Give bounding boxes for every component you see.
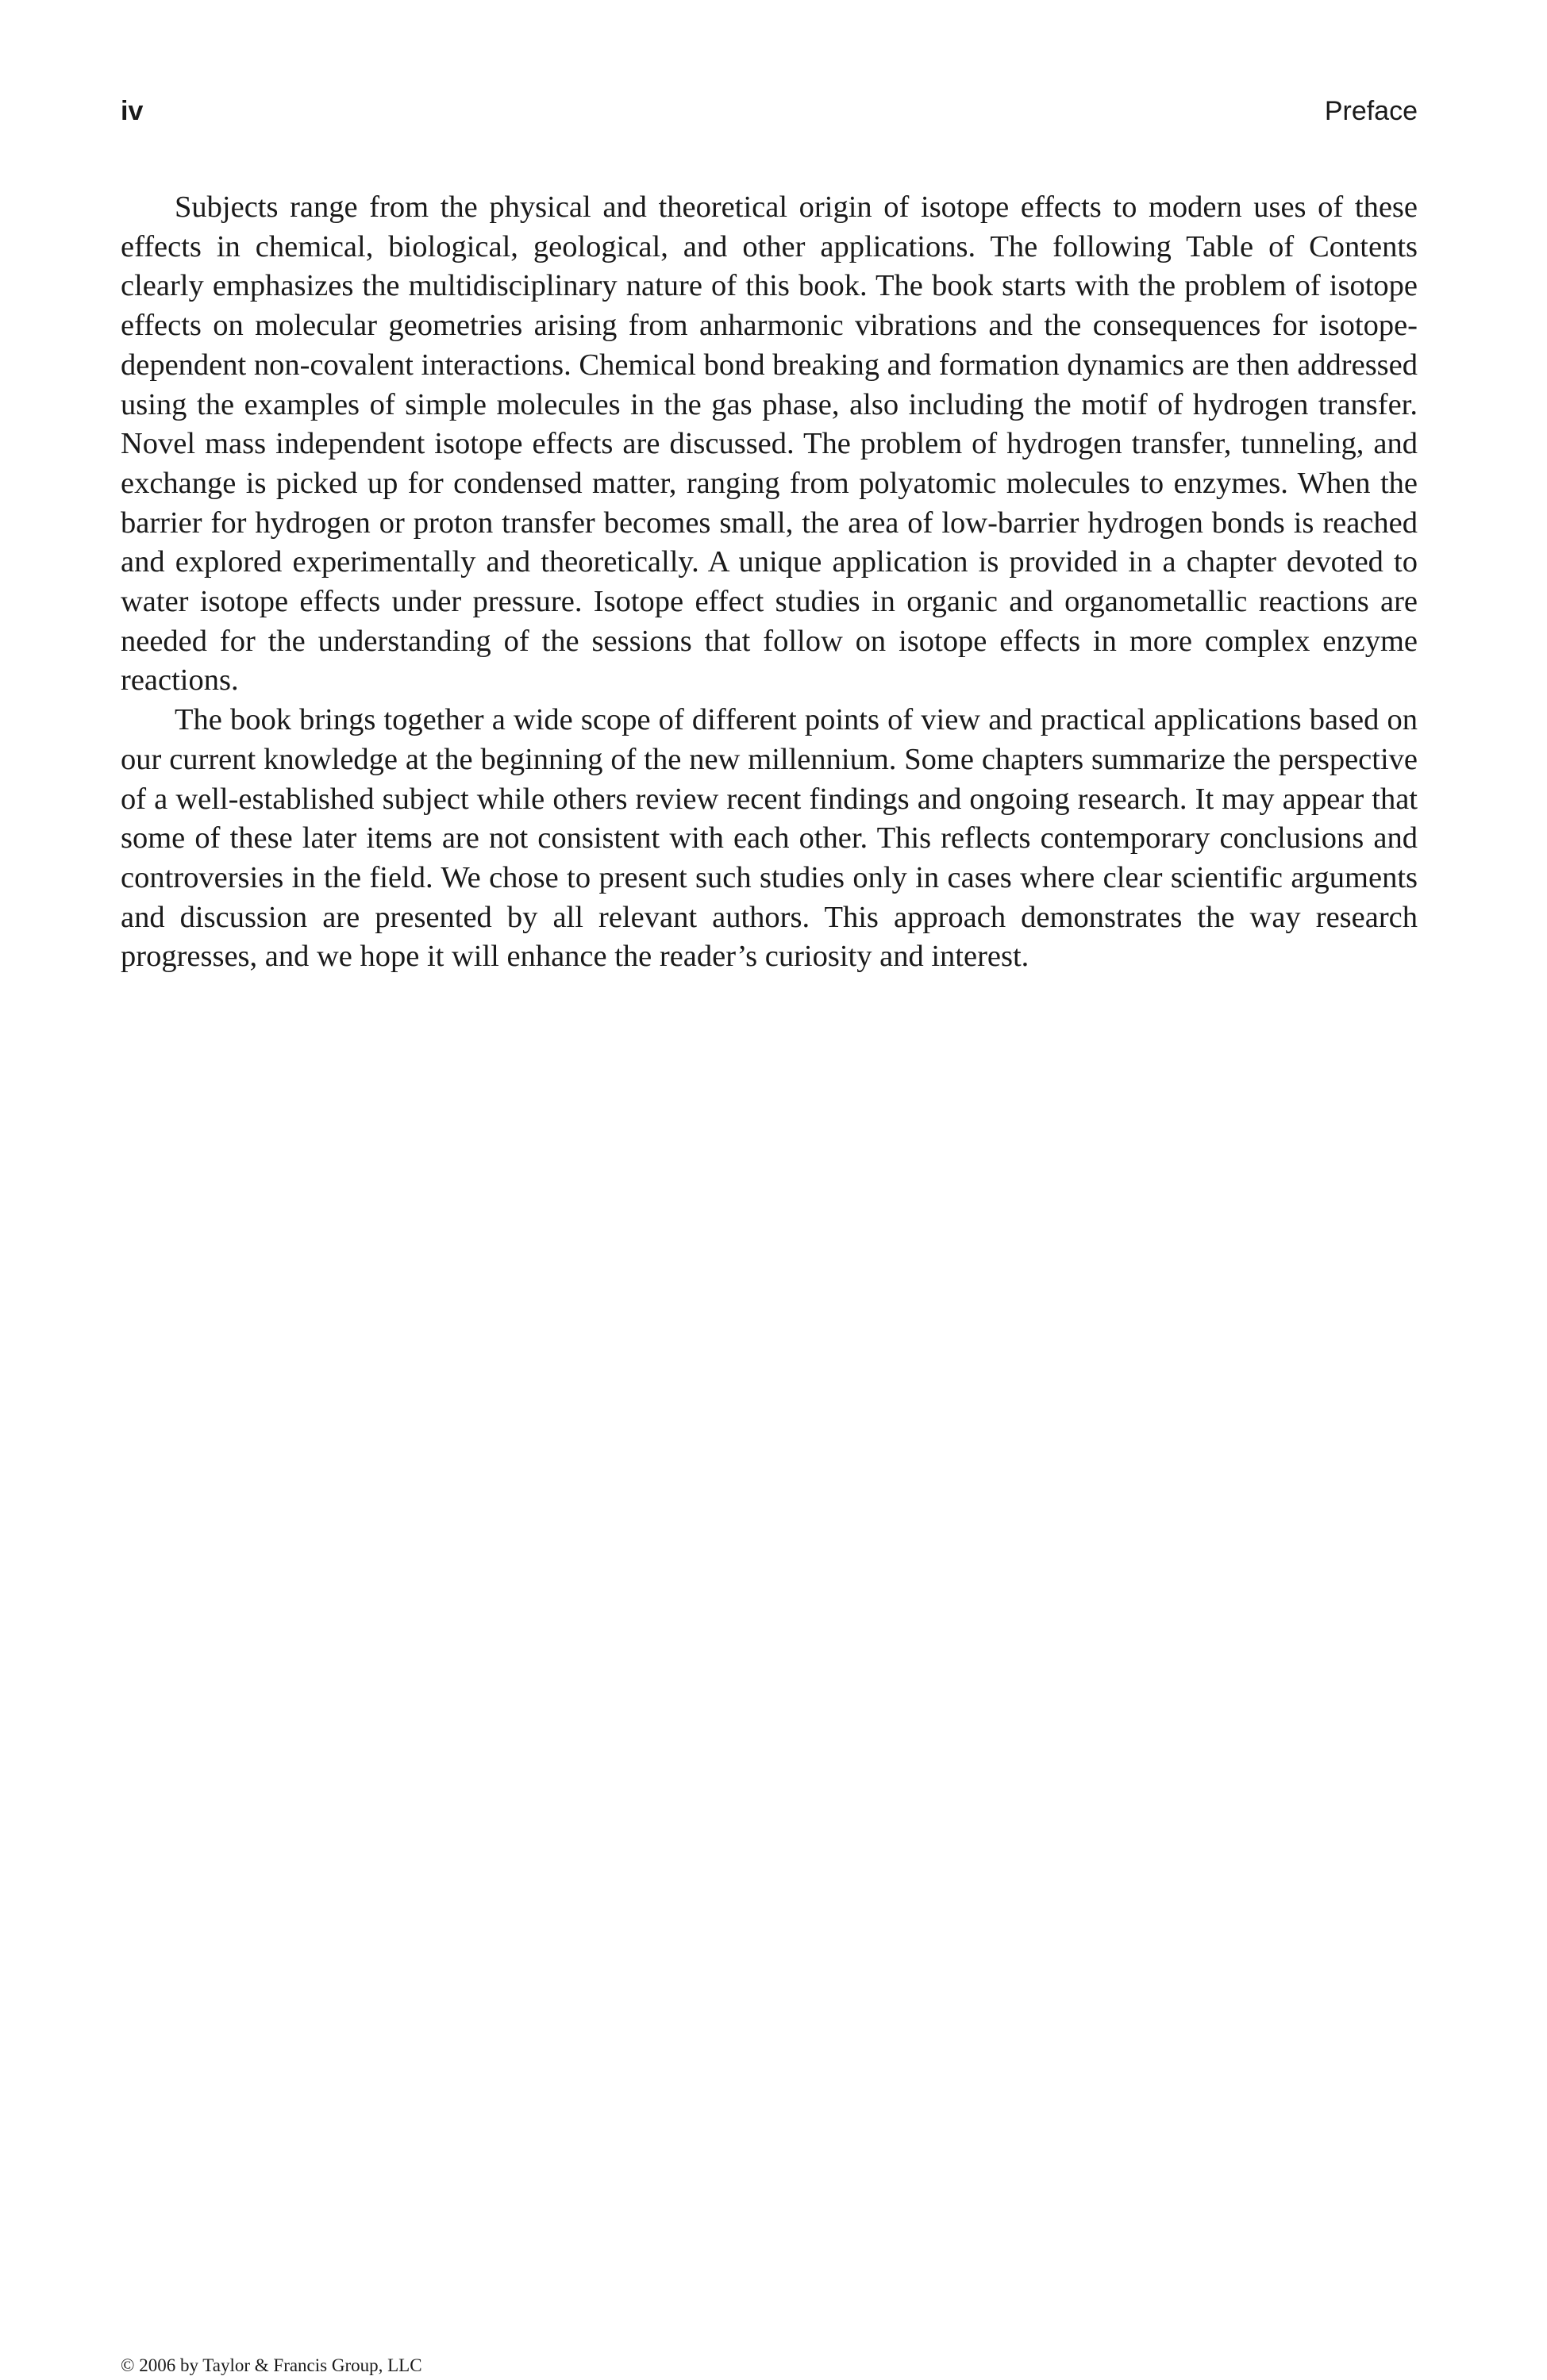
page-number: iv (121, 96, 144, 126)
paragraph: Subjects range from the physical and theoretical origin of isotope effects to modern uses of these effects in chemical, biological, geological, and other applications. The following Table of Contents clearly emphasizes the multidisciplinary nature of this book. The book starts with the problem of isotope effects on molecular geometries arising from anharmonic vibrations and the consequences for isotope-dependent non-covalent interactions. Chemical bond breaking and formation dynamics are then addressed using the examples of simple molecules in the gas phase, also including the motif of hydrogen transfer. Novel mass independent isotope effects are discussed. The problem of hydrogen transfer, tunneling, and exchange is picked up for condensed matter, ranging from polyatomic molecules to enzymes. When the barrier for hydrogen or proton transfer becomes small, the area of low-barrier hydrogen bonds is reached and explored experimentally and theoretically. A unique application is provided in a chapter devoted to water isotope effects under pressure. Isotope effect studies in organic and organometallic reactions are needed for the understanding of the sessions that follow on isotope effects in more complex enzyme reactions. (121, 190, 1418, 698)
running-head (121, 92, 1418, 130)
copyright-footer: © 2006 by Taylor & Francis Group, LLC (121, 2355, 422, 2375)
paragraph: The book brings together a wide scope of different points of view and practical applications based on our current knowledge at the beginning of the new millennium. Some chapters summarize the perspective of a well-established subject while others review recent findings and ongoing research. It may appear that some of these later items are not consistent with each other. This reflects contemporary conclusions and controversies in the field. We chose to present such studies only in cases where clear scientific arguments and discussion are presented by all relevant authors. This approach demonstrates the way research progresses, and we hope it will enhance the reader’s curiosity and interest. (121, 703, 1418, 974)
running-title: Preface (1324, 96, 1418, 126)
body-text (121, 188, 1418, 977)
